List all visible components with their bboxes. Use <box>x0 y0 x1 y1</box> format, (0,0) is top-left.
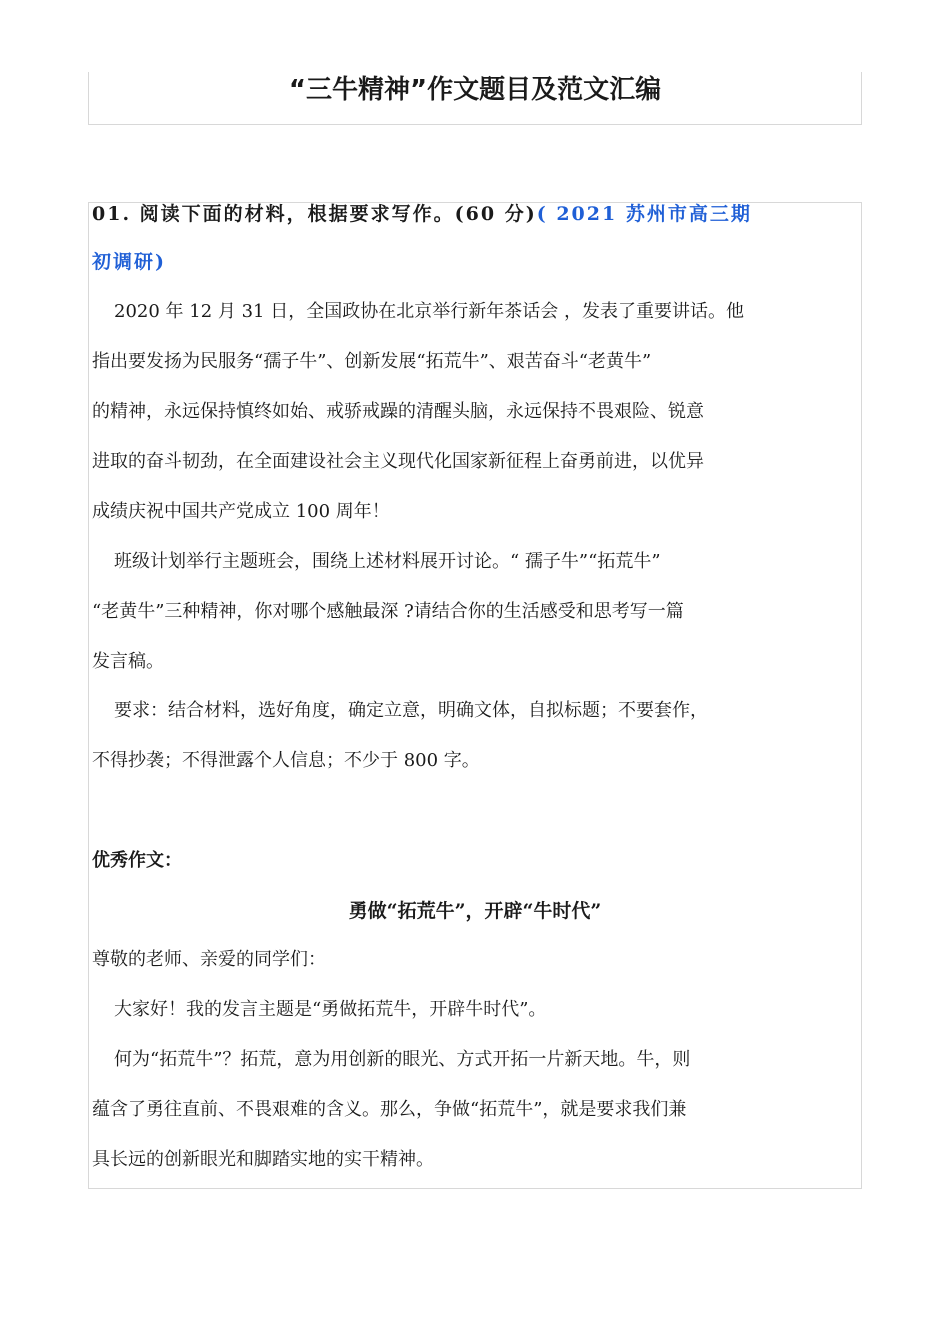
question-source: ( 2021 苏州市高三期 <box>536 203 752 225</box>
requirement-line: 要求：结合材料，选好角度，确定立意，明确文体，自拟标题；不要套作， <box>114 700 708 721</box>
question-source-continued: 初调研) <box>92 251 166 273</box>
essay-paragraph-line: 蕴含了勇往直前、不畏艰难的含义。那么，争做“拓荒牛”，就是要求我们兼 <box>92 1099 687 1120</box>
material-line: 指出要发扬为民服务“孺子牛”、创新发展“拓荒牛”、艰苦奋斗“老黄牛” <box>92 351 652 372</box>
essay-label: 优秀作文： <box>92 850 182 871</box>
material-line: 进取的奋斗韧劲，在全面建设社会主义现代化国家新征程上奋勇前进，以优异 <box>92 451 704 472</box>
question-heading <box>92 200 854 228</box>
material-line: 成绩庆祝中国共产党成立 100 周年！ <box>92 501 390 522</box>
document-title: “三牛精神”作文题目及范文汇编 <box>288 75 662 105</box>
material-line: 的精神，永远保持慎终如始、戒骄戒躁的清醒头脑，永远保持不畏艰险、锐意 <box>92 401 704 422</box>
requirement-line: 不得抄袭；不得泄露个人信息；不少于 800 字。 <box>92 750 480 771</box>
task-line: 发言稿。 <box>92 651 164 672</box>
essay-title: 勇做“拓荒牛”，开辟“牛时代” <box>348 900 602 922</box>
essay-greeting: 尊敬的老师、亲爱的同学们： <box>92 949 326 970</box>
essay-paragraph-line: 何为“拓荒牛”？拓荒，意为用创新的眼光、方式开拓一片新天地。牛，则 <box>114 1049 691 1070</box>
material-line: 2020 年 12 月 31 日，全国政协在北京举行新年茶话会 ，发表了重要讲话。他 <box>114 301 744 322</box>
essay-paragraph: 大家好！我的发言主题是“勇做拓荒牛，开辟牛时代”。 <box>114 999 547 1020</box>
task-line: 班级计划举行主题班会，围绕上述材料展开讨论。“ 孺子牛”“拓荒牛” <box>114 551 661 572</box>
task-line: “老黄牛”三种精神，你对哪个感触最深 ?请结合你的生活感受和思考写一篇 <box>92 601 684 622</box>
essay-paragraph-line: 具长远的创新眼光和脚踏实地的实干精神。 <box>92 1149 434 1170</box>
question-prompt: 01. 阅读下面的材料，根据要求写作。(60 分) <box>92 203 537 225</box>
